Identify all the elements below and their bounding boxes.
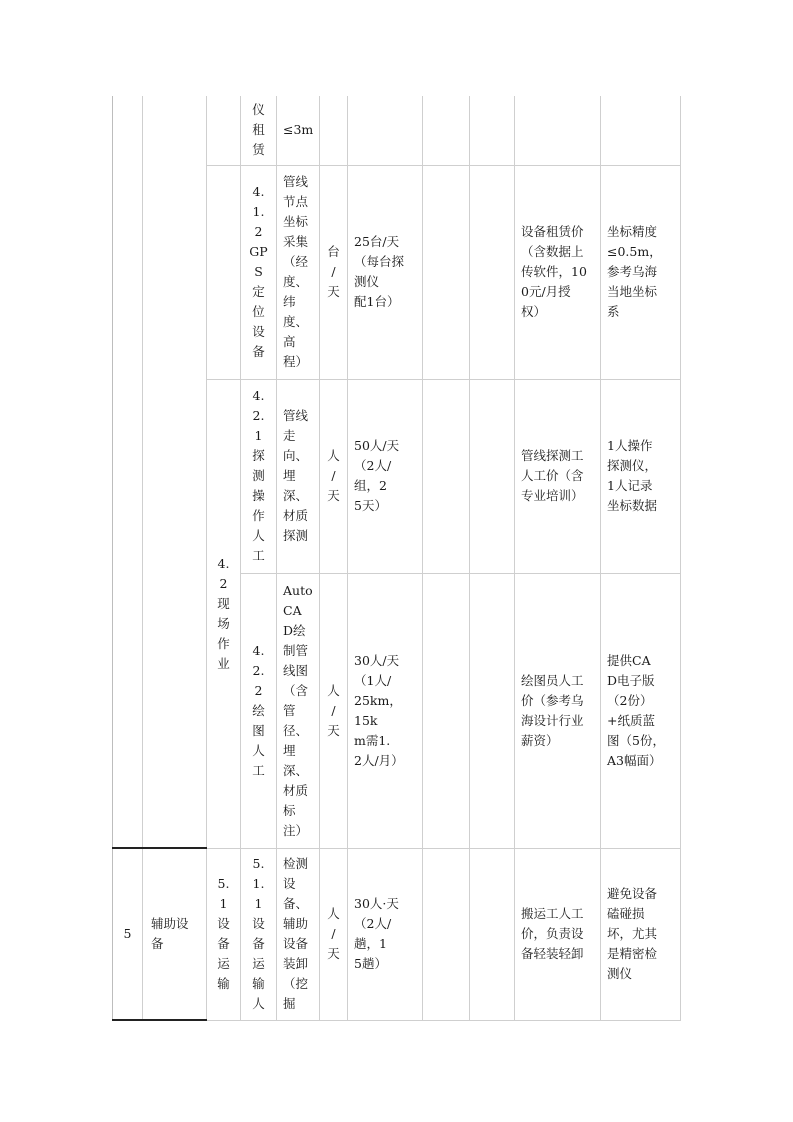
no-cell: 5 (113, 848, 143, 1020)
quantity-cell: 50人/天 （2人/ 组，2 5天） (348, 379, 423, 573)
quantity-cell: 25台/天 （每台探 测仪 配1台） (348, 165, 423, 379)
table-row (113, 848, 681, 1020)
cost-table (112, 96, 681, 1021)
unit-cell: 人 / 天 (320, 573, 348, 848)
remark-cell: 1人操作 探测仪， 1人记录 坐标数据 (601, 379, 681, 573)
price-basis-cell: 设备租赁价 （含数据上 传软件，10 0元/月授 权） (515, 165, 601, 379)
empty-no-cell (113, 96, 143, 848)
category-cell: 辅助设 备 (143, 848, 207, 1020)
unit-price-cell (423, 379, 470, 573)
description-cell: 管线 节点 坐标 采集 （经 度、 纬 度、 高 程） (277, 165, 320, 379)
remark-cell: 坐标精度 ≤0.5m， 参考乌海 当地坐标 系 (601, 165, 681, 379)
total-cell (470, 379, 515, 573)
unit-cell: 人 / 天 (320, 848, 348, 1020)
spec-cell: ≤3m (277, 96, 320, 165)
unit-price-cell (423, 165, 470, 379)
subcategory-cell (207, 96, 241, 165)
price-basis-cell: 绘图员人工 价（参考乌 海设计行业 薪资） (515, 573, 601, 848)
item-cell: 4. 2. 1 探 测 操 作 人 工 (241, 379, 277, 573)
subcategory-cell: 5. 1 设 备 运 输 (207, 848, 241, 1020)
remark-cell: 避免设备 磕碰损 坏，尤其 是精密检 测仪 (601, 848, 681, 1020)
unit-cell: 人 / 天 (320, 379, 348, 573)
quantity-cell (348, 96, 423, 165)
price-basis-cell: 搬运工人工 价，负责设 备轻装轻卸 (515, 848, 601, 1020)
subcategory-cell: 4. 2 现 场 作 业 (207, 379, 241, 848)
unit-cell: 台 / 天 (320, 165, 348, 379)
total-cell (470, 165, 515, 379)
quantity-cell: 30人·天 （2人/ 趟，1 5趟） (348, 848, 423, 1020)
remark-cell (601, 96, 681, 165)
price-basis-cell (515, 96, 601, 165)
unit-price-cell (423, 96, 470, 165)
item-cell: 4. 1. 2 GP S 定 位 设 备 (241, 165, 277, 379)
unit-price-cell (423, 848, 470, 1020)
total-cell (470, 573, 515, 848)
description-cell: Auto CA D绘 制管 线图 （含 管 径、 埋 深、 材质 标 注） (277, 573, 320, 848)
unit-cell (320, 96, 348, 165)
empty-category-cell (143, 96, 207, 848)
description-cell: 检测 设 备、 辅助 设备 装卸 （挖 掘 (277, 848, 320, 1020)
table-row (113, 96, 681, 165)
unit-price-cell (423, 573, 470, 848)
description-cell: 管线 走 向、 埋 深、 材质 探测 (277, 379, 320, 573)
subcategory-cell (207, 165, 241, 379)
quantity-cell: 30人/天 （1人/ 25km，15k m需1. 2人/月） (348, 573, 423, 848)
item-cell: 4. 2. 2 绘 图 人 工 (241, 573, 277, 848)
item-cell: 5. 1. 1 设 备 运 输 人 (241, 848, 277, 1020)
price-basis-cell: 管线探测工 人工价（含 专业培训） (515, 379, 601, 573)
remark-cell: 提供CA D电子版 （2份） +纸质蓝 图（5份， A3幅面） (601, 573, 681, 848)
item-cell: 仪 租 赁 (241, 96, 277, 165)
total-cell (470, 96, 515, 165)
total-cell (470, 848, 515, 1020)
